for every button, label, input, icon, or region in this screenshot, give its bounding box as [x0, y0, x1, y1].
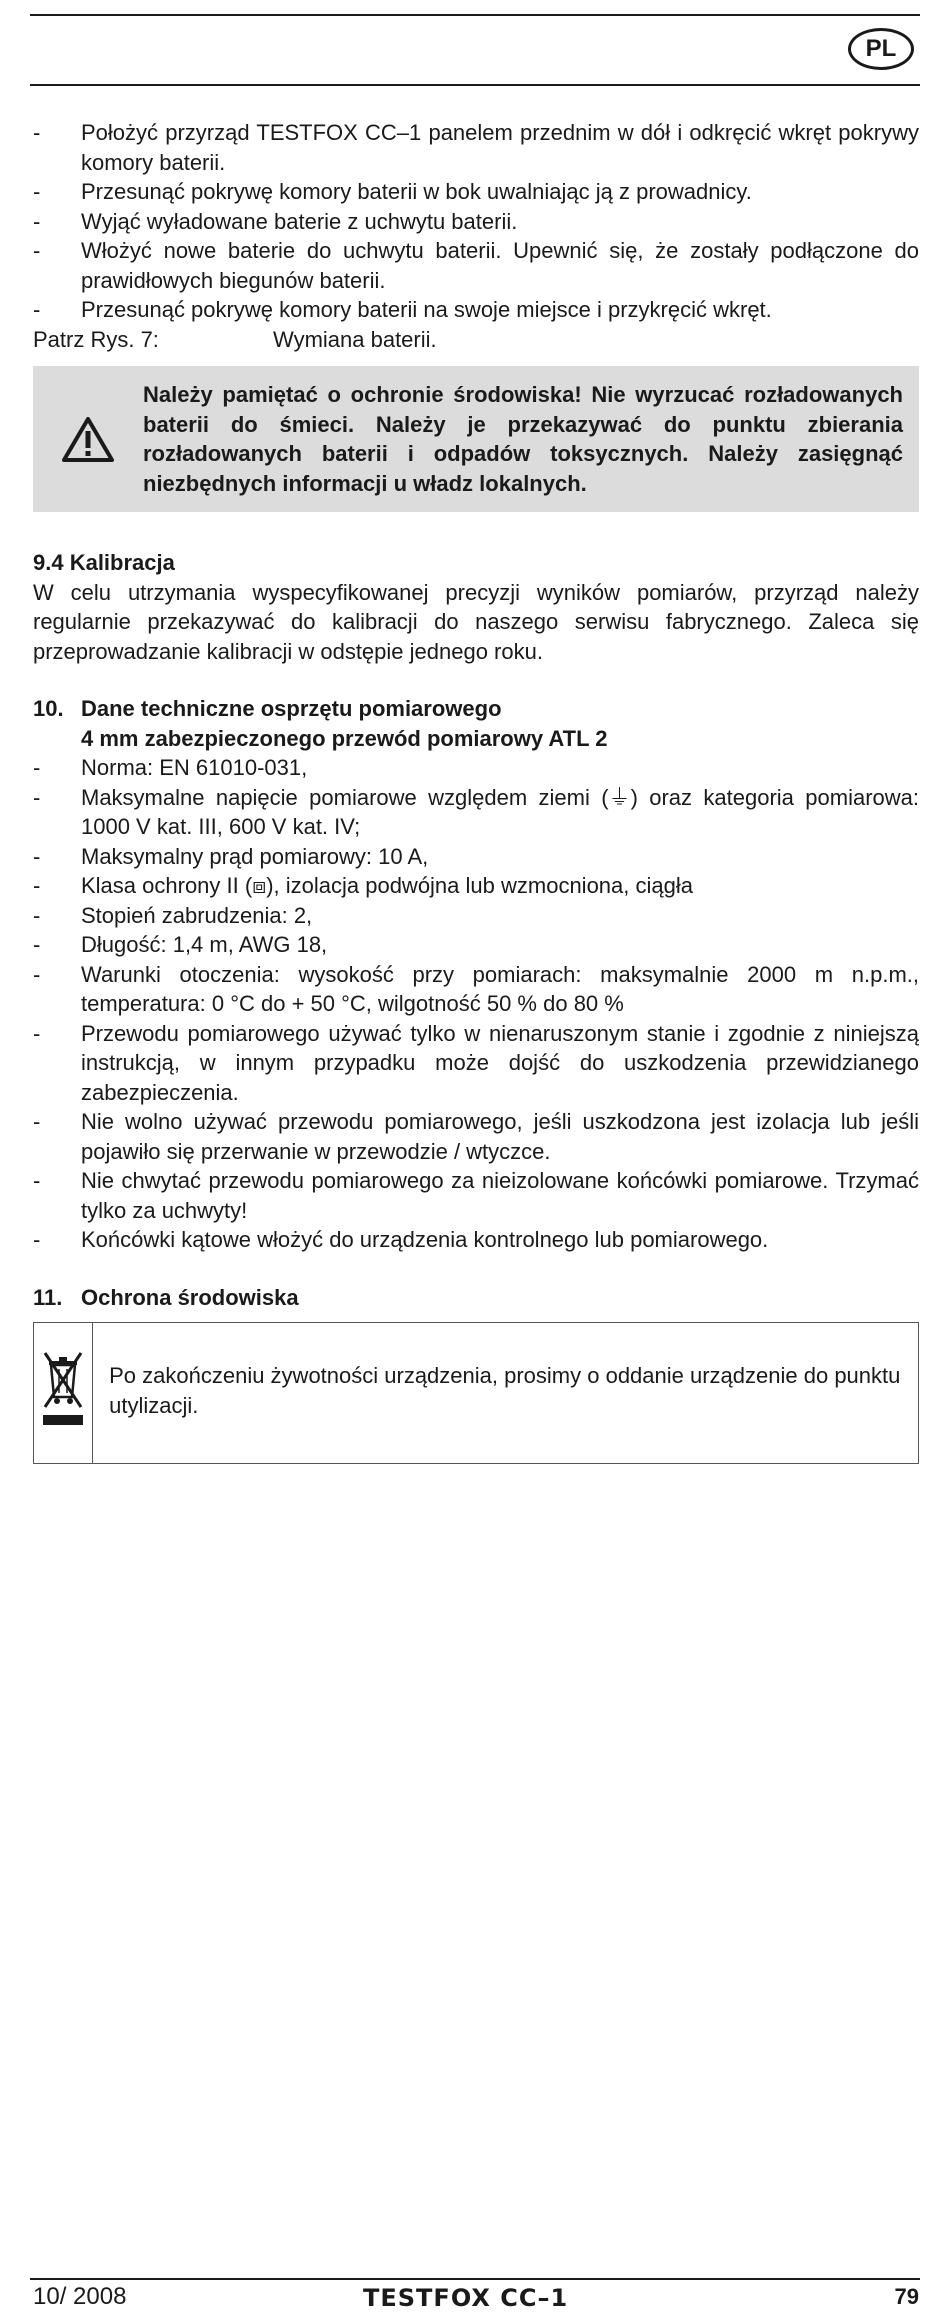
page-footer [33, 2282, 919, 2318]
warning-triangle-icon [33, 415, 143, 463]
environment-section [33, 1283, 919, 1465]
list-item: - Nie chwytać przewodu pomiarowego za nieizolowane końcówki pomiarowe. Trzymać tylko za uchwyty! [33, 1168, 919, 1223]
list-item: - Maksymalne napięcie pomiarowe względem ziemi (⏚) oraz kategoria pomiarowa: 1000 V kat. III, 600 V kat. IV; [33, 784, 919, 839]
tech-heading: 10. Dane techniczne osprzętu pomiarowego [33, 696, 502, 721]
earth-ground-icon: ⏚ [608, 784, 631, 810]
list-item: - Maksymalny prąd pomiarowy: 10 A, [33, 843, 429, 869]
header-rule [30, 84, 920, 86]
footer-rule [30, 2278, 920, 2280]
list-item: - Przesunąć pokrywę komory baterii w bok uwalniając ją z prowadnicy. [33, 179, 752, 204]
page-content [33, 118, 919, 1464]
figure-ref-label: Patrz Rys. 7: [33, 326, 159, 352]
footer-title: TESTFOX CC–1 [363, 2284, 569, 2312]
tech-data-section [33, 694, 919, 1255]
footer-date: 10/ 2008 [33, 2283, 127, 2310]
list-item: - Końcówki kątowe włożyć do urządzenia kontrolnego lub pomiarowego. [33, 1227, 769, 1252]
list-item: - Wyjąć wyładowane baterie z uchwytu baterii. [33, 208, 518, 234]
list-item: - Położyć przyrząd TESTFOX CC–1 panelem przednim w dół i odkręcić wkręt pokrywy komory baterii. [33, 120, 919, 175]
environment-warning-box [33, 366, 919, 512]
list-item: - Przesunąć pokrywę komory baterii na swoje miejsce i przykręcić wkręt. [33, 297, 772, 322]
double-insulation-icon: ⧈ [252, 873, 267, 898]
tech-subheading: 4 mm zabezpieczonego przewód pomiarowy ATL 2 [81, 725, 608, 751]
list-item: - Przewodu pomiarowego używać tylko w nienaruszonym stanie i zgodnie z niniejszą instrukcją, w innym przypadku może dojść do uszkodzenia przewidzianego zabezpieczenia. [33, 1020, 919, 1105]
top-rule [30, 14, 920, 16]
list-item: - Norma: EN 61010-031, [33, 755, 308, 780]
list-item: - Nie wolno używać przewodu pomiarowego, jeśli uszkodzona jest izolacja lub jeśli pojawiło się przerwanie w przewodzie / wtyczce. [33, 1109, 919, 1164]
page-number: 79 [894, 2284, 919, 2309]
calibration-section [33, 548, 919, 666]
disposal-notice-box [33, 1322, 919, 1464]
tech-spec-list [33, 753, 919, 1255]
list-item: - Włożyć nowe baterie do uchwytu baterii. Upewnić się, że zostały podłączone do prawidłowych biegunów baterii. [33, 238, 919, 293]
calibration-heading: 9.4 Kalibracja [33, 550, 175, 575]
crossed-bin-icon [34, 1323, 93, 1463]
list-item: - Warunki otoczenia: wysokość przy pomiarach: maksymalnie 2000 m n.p.m., temperatura: 0 °C do + 50 °C, wilgotność 50 % do 80 % [33, 961, 919, 1016]
language-badge: PL [848, 28, 914, 70]
battery-steps-list [33, 118, 919, 325]
disposal-notice-text: Po zakończeniu żywotności urządzenia, prosimy o oddanie urządzenie do punktu utylizacji. [109, 1363, 901, 1418]
environment-heading: 11. Ochrona środowiska [33, 1284, 299, 1310]
figure-reference [33, 325, 919, 355]
list-item: - Klasa ochrony II (⧈), izolacja podwójna lub wzmocniona, ciągła [33, 871, 919, 901]
figure-ref-caption: Wymiana baterii. [273, 326, 437, 352]
warning-text: Należy pamiętać o ochronie środowiska! Nie wyrzucać rozładowanych baterii do śmieci. Należy je przekazywać do punktu zbierania rozładowanych baterii i odpadów toksycznych. Należy zasięgnąć niezbędnych informacji u władz lokalnych. [143, 382, 903, 496]
list-item: - Stopień zabrudzenia: 2, [33, 902, 313, 928]
list-item: - Długość: 1,4 m, AWG 18, [33, 932, 328, 957]
calibration-body: W celu utrzymania wyspecyfikowanej precyzji wyników pomiarów, przyrząd należy regularnie przekazywać do kalibracji do naszego serwisu fabrycznego. Zaleca się przeprowadzanie kalibracji w odstępie jednego roku. [33, 579, 919, 664]
